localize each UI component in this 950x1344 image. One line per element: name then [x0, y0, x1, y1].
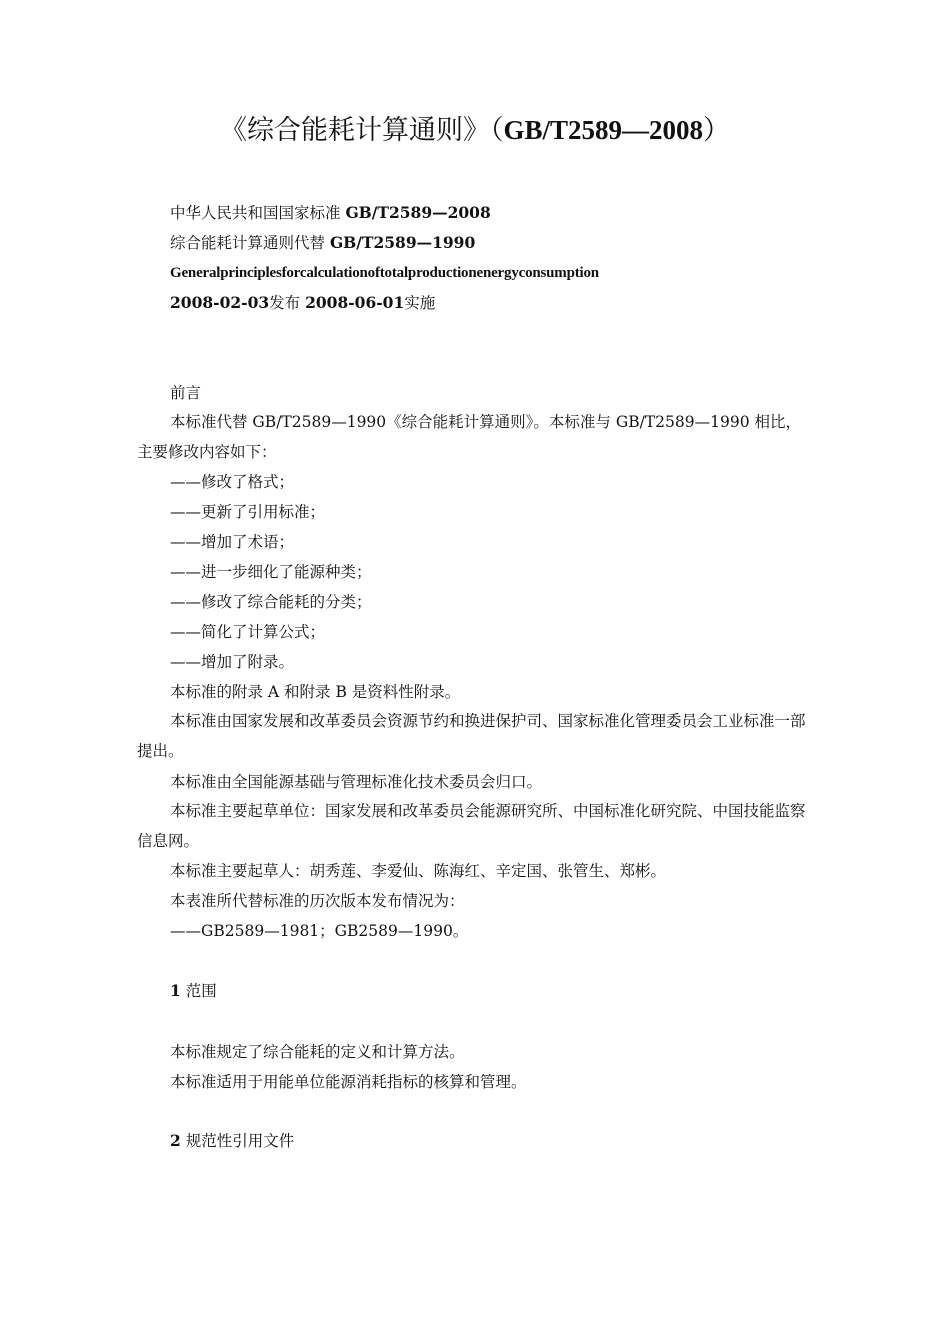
national-standard-line [170, 201, 491, 225]
issue-date: 2008-02-03 [170, 293, 270, 312]
replaced-standard-code: GB/T2589—1990 [329, 233, 476, 252]
section-1-paragraph-1: 本标准规定了综合能耗的定义和计算方法。 [170, 1043, 465, 1061]
issue-label: 发布 [269, 294, 306, 312]
national-standard-label: 中华人民共和国国家标准 [170, 204, 346, 222]
section-2-title: 规范性引用文件 [180, 1132, 295, 1150]
section-1-number: 1 [170, 981, 181, 1000]
implementation-label: 实施 [404, 294, 436, 312]
list-item: ——进一步细化了能源种类； [170, 563, 372, 581]
dates-line [170, 291, 435, 315]
title-suffix: ） [703, 115, 731, 146]
list-item: ——更新了引用标准； [170, 503, 326, 521]
foreword-paragraph-4: 本标准由全国能源基础与管理标准化技术委员会归口。 [170, 773, 543, 791]
foreword-paragraph-6: 本标准主要起草人：胡秀莲、李爱仙、陈海红、辛定国、张管生、郑彬。 [170, 862, 667, 880]
section-2-number: 2 [170, 1131, 181, 1150]
foreword-heading: 前言 [170, 384, 202, 402]
foreword-paragraph-5: 本标准主要起草单位：国家发展和改革委员会能源研究所、中国标准化研究院、中国技能监察信息网。 [137, 802, 806, 850]
section-1-title: 范围 [180, 982, 217, 1000]
foreword-paragraph-8: ——GB2589—1981；GB2589—1990。 [170, 922, 469, 940]
list-item: ——修改了格式； [170, 473, 295, 491]
list-item: ——增加了术语； [170, 533, 295, 551]
title-prefix: 《综合能耗计算通则》（ [219, 115, 504, 146]
section-1-paragraph-2: 本标准适用于用能单位能源消耗指标的核算和管理。 [170, 1073, 527, 1091]
list-item: ——修改了综合能耗的分类； [170, 593, 372, 611]
english-title: Generalprinciplesforcalculationoftotalproductionenergyconsumption [170, 265, 599, 281]
replaces-line [170, 231, 475, 255]
foreword-paragraph-2: 本标准的附录 A 和附录 B 是资料性附录。 [170, 683, 461, 701]
implementation-date: 2008-06-01 [305, 293, 405, 312]
title-code: GB/T2589—2008 [503, 115, 704, 145]
document-title [0, 112, 950, 149]
list-item: ——增加了附录。 [170, 653, 295, 671]
section-2-heading [170, 1129, 294, 1153]
section-1-heading [170, 979, 217, 1003]
replaces-label: 综合能耗计算通则代替 [170, 234, 330, 252]
foreword-paragraph-1: 本标准代替 GB/T2589—1990《综合能耗计算通则》。本标准与 GB/T2589—1990 相比，主要修改内容如下： [137, 413, 801, 461]
standard-code: GB/T2589—2008 [345, 203, 491, 222]
foreword-paragraph-3: 本标准由国家发展和改革委员会资源节约和换进保护司、国家标准化管理委员会工业标准一部提出。 [137, 712, 806, 760]
foreword-paragraph-7: 本表准所代替标准的历次版本发布情况为： [170, 892, 465, 910]
list-item: ——简化了计算公式； [170, 623, 326, 641]
